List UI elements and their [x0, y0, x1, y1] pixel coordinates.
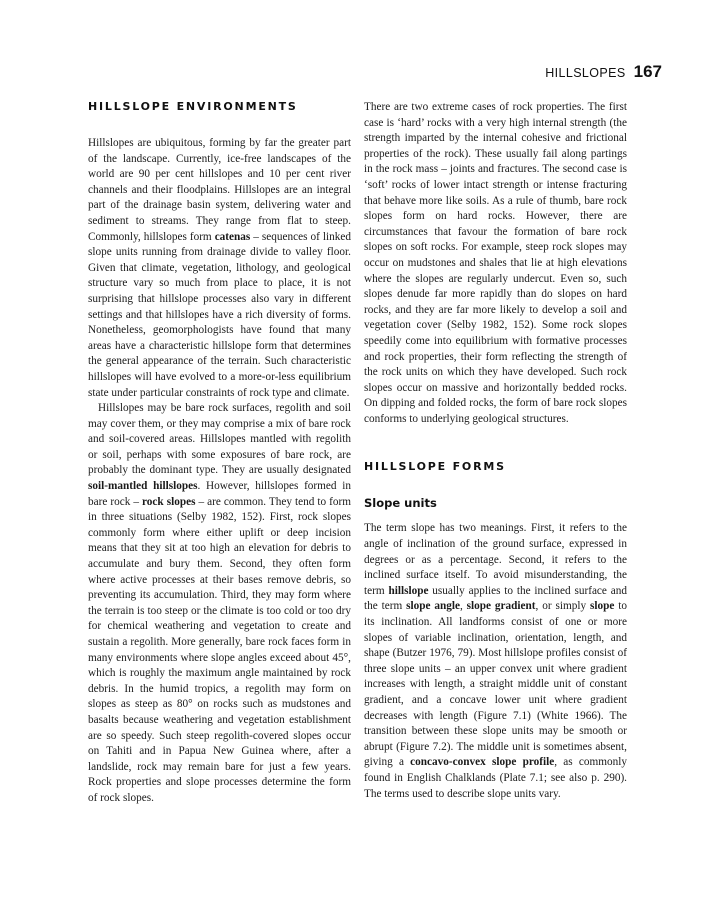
- paragraph: [88, 136, 351, 401]
- paragraph: [364, 100, 627, 427]
- running-head: [545, 62, 662, 82]
- text-run: . However, hillslopes formed in bare rock –: [88, 480, 351, 508]
- left-column: [88, 100, 351, 807]
- paragraph: [364, 521, 627, 802]
- text-run: ,: [459, 600, 467, 613]
- paragraph: [88, 401, 351, 806]
- key-term: soil-mantled hillslopes: [88, 480, 198, 493]
- text-run: There are two extreme cases of rock properties. The first case is ‘hard’ rocks with a very high internal strength (the strength imparted by the internal cohesive and frictional properties of the rock). These usually fail along partings in the rock mass – joints and fractures. The second case is ‘soft’ rocks of lower intact strength or intense fracturing that behave more like soils. As a rule of thumb, bare rock slopes form on hard rocks. However, there are circumstances that favour the formation of bare rock slopes on soft rocks. For example, steep rock slopes may occur on mudstones and shales that lie at high elevations where the slopes are regularly undercut. Even so, such slopes denude far more rapidly than do slopes on hard rocks, and they are far more likely to develop a soil and vegetation cover (Selby 1982, 152). Some rock slopes speedily come into equilibrium with formative processes and rock properties, their form reflecting the strength of the rock units on which they have developed. Such rock slopes occur on massive and horizontally bedded rocks. On dipping and folded rocks, the form of bare rock slopes conforms to underlying geological structures.: [364, 101, 627, 425]
- text-run: , or simply: [535, 600, 590, 613]
- text-run: – sequences of linked slope units running from drainage divide to valley floor. Given that climate, vegetation, lithology, and geological structure vary so much from place to place, it is not surprising that hillslope processes also vary in different settings and that hillslopes have a rich diversity of forms. Nonetheless, geomorphologists have found that many areas have a characteristic hillslope form that determines the general appearance of the terrain. Such characteristic hillslopes will have evolved to a more-or-less equilibrium state under particular constraints of rock type and climate.: [88, 230, 351, 399]
- text-run: to its inclination. All landforms consist of one or more slopes of variable inclination, orientation, length, and shape (Butzer 1976, 79). Most hillslope profiles consist of three slope units – an upper convex unit where gradient increases with length, a straight middle unit of constant gradient, and a concave lower unit where gradient decreases with length (Figure 7.1) (White 1966). The transition between these slope units may be smooth or abrupt (Figure 7.2). The middle unit is sometimes absent, giving a: [364, 600, 627, 769]
- key-term: slope: [589, 600, 615, 613]
- right-column: [364, 100, 627, 802]
- running-head-title: HILLSLOPES: [545, 66, 626, 80]
- text-run: Hillslopes may be bare rock surfaces, regolith and soil may cover them, or they may comprise a mix of bare rock and soil-covered areas. Hillslopes mantled with regolith or soil, perhaps with some exposures of bare rock, are probably the dominant type. They are usually designated: [88, 402, 351, 477]
- text-run: , as commonly found in English Chalklands (Plate 7.1; see also p. 290). The terms used to describe slope units vary.: [364, 756, 627, 800]
- section-heading-hillslope-environments: HILLSLOPE ENVIRONMENTS: [88, 100, 298, 113]
- text-run: usually applies to the inclined surface and the term: [364, 584, 627, 613]
- text-run: – are common. They tend to form in three situations (Selby 1982, 152). First, rock slopes commonly form where either uplift or deep incision means that they sit at too high an elevation for debris to accumulate and bury them. Second, they often form where active processes at their bases remove debris, so preventing its accumulation. Third, they may form where the terrain is too steep or the climate is too cold or too dry for chemical weathering and vegetation to create and sustain a regolith. More generally, bare rock faces form in many environments where slope angles exceed about 45°, which is roughly the maximum angle maintained by rock debris. In the humid tropics, a regolith may form on slopes as steep as 80° on rocks such as mudstones and basalts because weathering and vegetation establishment are so speedy. Such steep regolith-covered slopes occur on Tahiti and in Papua New Guinea where, after a landslide, rock may remain bare for just a few years. Rock properties and slope processes determine the form of rock slopes.: [88, 495, 351, 804]
- key-term: slope gradient: [466, 600, 536, 613]
- key-term: slope angle: [406, 600, 460, 613]
- text-run: Hillslopes are ubiquitous, forming by far the greater part of the landscape. Currently, ice-free landscapes of the world are 90 per cent hillslopes and 10 per cent river channels and their floodplains. Hillslopes are an integral part of the drainage basin system, delivering water and sediment to streams. They range from flat to steep. Commonly, hillslopes form: [88, 137, 351, 243]
- text-run: The term slope has two meanings. First, it refers to the angle of inclination of the ground surface, expressed in degrees or as a percentage. Second, it refers to the inclined surface itself. To avoid misunderstanding, the term: [364, 522, 627, 597]
- key-term: hillslope: [388, 584, 429, 597]
- key-term: catenas: [214, 230, 251, 243]
- key-term: concavo-convex slope profile: [410, 756, 555, 769]
- subsection-heading-slope-units: Slope units: [364, 496, 437, 511]
- key-term: rock slopes: [142, 495, 196, 508]
- page-number: 167: [633, 62, 662, 81]
- section-heading-hillslope-forms: HILLSLOPE FORMS: [364, 460, 506, 474]
